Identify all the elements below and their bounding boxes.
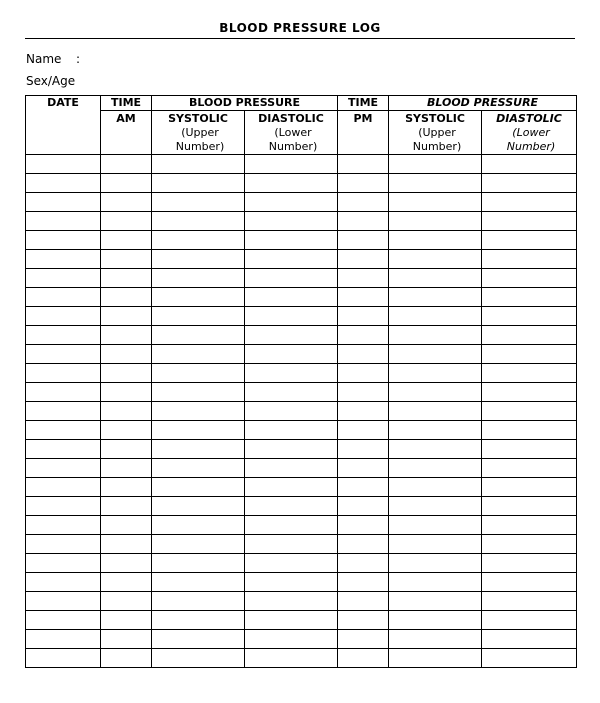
systolic-am-cell [152,421,245,440]
log-row [26,554,577,573]
diastolic-pm-cell [482,459,577,478]
systolic-pm-cell [389,573,482,592]
systolic-am-cell [152,231,245,250]
date-cell [26,554,101,573]
diastolic-am-cell [245,497,338,516]
time-am-cell [101,364,152,383]
systolic-pm-desc-2: Number) [412,140,462,153]
diastolic-am-cell [245,592,338,611]
diastolic-am-cell [245,440,338,459]
time-pm-cell [338,535,389,554]
systolic-pm-cell [389,402,482,421]
time-am-cell [101,402,152,421]
date-cell [26,326,101,345]
diastolic-am-header [245,111,338,155]
diastolic-pm-cell [482,269,577,288]
header-row-top [26,96,577,111]
date-cell [26,402,101,421]
diastolic-pm-cell [482,231,577,250]
diastolic-am-cell [245,269,338,288]
date-cell [26,269,101,288]
log-row [26,364,577,383]
time-pm-cell [338,269,389,288]
systolic-pm-cell [389,478,482,497]
systolic-pm-cell [389,307,482,326]
systolic-am-cell [152,364,245,383]
systolic-am-cell [152,611,245,630]
time-pm-cell [338,592,389,611]
time-am-cell [101,592,152,611]
time-pm-cell [338,383,389,402]
systolic-am-cell [152,383,245,402]
time-am-cell [101,478,152,497]
date-cell [26,516,101,535]
time-am-cell [101,573,152,592]
date-cell [26,440,101,459]
systolic-am-cell [152,535,245,554]
systolic-pm-cell [389,440,482,459]
blood-pressure-am-header: BLOOD PRESSURE [152,96,338,111]
log-row [26,212,577,231]
time-am-cell [101,440,152,459]
systolic-pm-cell [389,630,482,649]
time-am-cell [101,288,152,307]
diastolic-am-cell [245,649,338,668]
log-row [26,383,577,402]
date-cell [26,174,101,193]
log-row [26,592,577,611]
time-am-cell [101,231,152,250]
sex-age-field [26,74,75,88]
systolic-am-cell [152,174,245,193]
time-am-cell [101,421,152,440]
log-row [26,497,577,516]
time-am-cell [101,383,152,402]
systolic-am-cell [152,573,245,592]
systolic-pm-cell [389,459,482,478]
time-am-cell [101,516,152,535]
systolic-pm-cell [389,383,482,402]
log-row [26,516,577,535]
diastolic-pm-desc-2: Number) [506,140,556,153]
date-cell [26,307,101,326]
systolic-pm-cell [389,250,482,269]
systolic-am-label: SYSTOLIC [168,112,228,125]
time-pm-cell [338,478,389,497]
time-am-cell [101,174,152,193]
time-pm-cell [338,459,389,478]
date-cell [26,345,101,364]
systolic-am-cell [152,288,245,307]
name-field [26,52,81,66]
time-pm-cell [338,288,389,307]
log-row [26,231,577,250]
log-row [26,326,577,345]
time-pm-cell [338,231,389,250]
diastolic-pm-label: DIASTOLIC [496,112,562,125]
diastolic-am-cell [245,326,338,345]
time-pm-cell [338,573,389,592]
diastolic-pm-cell [482,193,577,212]
diastolic-am-cell [245,212,338,231]
time-am-cell [101,535,152,554]
diastolic-am-cell [245,611,338,630]
systolic-am-cell [152,554,245,573]
systolic-am-cell [152,516,245,535]
systolic-pm-cell [389,611,482,630]
date-cell [26,630,101,649]
diastolic-pm-cell [482,573,577,592]
diastolic-am-cell [245,535,338,554]
systolic-pm-cell [389,212,482,231]
diastolic-am-cell [245,630,338,649]
systolic-am-cell [152,193,245,212]
time-pm-cell [338,402,389,421]
log-row [26,478,577,497]
diastolic-pm-cell [482,421,577,440]
diastolic-pm-cell [482,155,577,174]
time-pm-cell [338,174,389,193]
time-am-header: TIME [101,96,152,111]
header-row-sub [26,111,577,155]
systolic-pm-header [389,111,482,155]
diastolic-pm-cell [482,345,577,364]
diastolic-am-cell [245,383,338,402]
diastolic-am-cell [245,554,338,573]
systolic-am-cell [152,212,245,231]
time-am-cell [101,611,152,630]
log-row [26,155,577,174]
diastolic-am-desc-2: Number) [268,140,318,153]
systolic-am-desc-2: Number) [175,140,225,153]
diastolic-pm-desc-1: (Lower [512,126,550,139]
log-row [26,193,577,212]
diastolic-pm-cell [482,478,577,497]
time-am-cell [101,250,152,269]
diastolic-pm-cell [482,535,577,554]
diastolic-am-cell [245,478,338,497]
name-label: Name [26,52,62,66]
systolic-am-cell [152,459,245,478]
systolic-pm-cell [389,269,482,288]
date-cell [26,459,101,478]
diastolic-pm-header [482,111,577,155]
diastolic-pm-cell [482,212,577,231]
time-am-cell [101,155,152,174]
pm-label: PM [338,111,389,155]
diastolic-pm-cell [482,440,577,459]
am-label: AM [101,111,152,155]
time-am-cell [101,649,152,668]
diastolic-pm-cell [482,554,577,573]
systolic-am-cell [152,649,245,668]
diastolic-am-cell [245,307,338,326]
log-row [26,269,577,288]
diastolic-am-cell [245,421,338,440]
systolic-am-cell [152,250,245,269]
time-pm-cell [338,364,389,383]
systolic-am-header [152,111,245,155]
log-row [26,630,577,649]
date-cell [26,288,101,307]
diastolic-pm-cell [482,307,577,326]
time-pm-cell [338,611,389,630]
diastolic-am-desc-1: (Lower [274,126,312,139]
systolic-pm-cell [389,592,482,611]
date-cell [26,193,101,212]
systolic-pm-desc-1: (Upper [418,126,456,139]
systolic-pm-cell [389,326,482,345]
date-cell [26,231,101,250]
log-row [26,307,577,326]
time-am-cell [101,326,152,345]
diastolic-pm-cell [482,630,577,649]
time-pm-cell [338,497,389,516]
diastolic-am-cell [245,288,338,307]
time-am-cell [101,459,152,478]
systolic-pm-label: SYSTOLIC [405,112,465,125]
time-am-cell [101,269,152,288]
log-row [26,345,577,364]
time-am-cell [101,630,152,649]
diastolic-am-cell [245,402,338,421]
diastolic-pm-cell [482,497,577,516]
time-pm-cell [338,155,389,174]
time-am-cell [101,193,152,212]
systolic-am-cell [152,440,245,459]
diastolic-am-cell [245,155,338,174]
systolic-pm-cell [389,535,482,554]
systolic-am-cell [152,592,245,611]
log-row [26,402,577,421]
date-cell [26,649,101,668]
date-cell [26,250,101,269]
diastolic-am-cell [245,231,338,250]
diastolic-pm-cell [482,516,577,535]
diastolic-pm-cell [482,649,577,668]
log-body [26,155,577,668]
diastolic-am-cell [245,174,338,193]
name-colon: : [76,52,81,66]
diastolic-pm-cell [482,402,577,421]
date-cell [26,478,101,497]
diastolic-am-cell [245,193,338,212]
blood-pressure-pm-header: BLOOD PRESSURE [389,96,577,111]
time-pm-cell [338,345,389,364]
date-cell [26,573,101,592]
systolic-pm-cell [389,554,482,573]
diastolic-am-cell [245,250,338,269]
log-row [26,649,577,668]
systolic-pm-cell [389,193,482,212]
time-pm-cell [338,649,389,668]
time-am-cell [101,554,152,573]
page-title: BLOOD PRESSURE LOG [219,21,381,35]
diastolic-pm-cell [482,611,577,630]
systolic-pm-cell [389,345,482,364]
blood-pressure-log-table [25,95,577,668]
date-cell [26,592,101,611]
systolic-pm-cell [389,155,482,174]
time-pm-cell [338,326,389,345]
time-pm-cell [338,630,389,649]
systolic-am-cell [152,402,245,421]
systolic-am-cell [152,326,245,345]
log-row [26,250,577,269]
time-am-cell [101,345,152,364]
log-row [26,611,577,630]
diastolic-pm-cell [482,326,577,345]
time-am-cell [101,307,152,326]
log-row [26,459,577,478]
systolic-am-cell [152,307,245,326]
systolic-pm-cell [389,174,482,193]
log-row [26,573,577,592]
date-cell [26,497,101,516]
time-pm-header: TIME [338,96,389,111]
time-pm-cell [338,554,389,573]
time-pm-cell [338,250,389,269]
systolic-pm-cell [389,649,482,668]
time-pm-cell [338,193,389,212]
systolic-am-desc-1: (Upper [181,126,219,139]
time-pm-cell [338,307,389,326]
time-pm-cell [338,212,389,231]
systolic-pm-cell [389,288,482,307]
date-cell [26,212,101,231]
time-pm-cell [338,421,389,440]
diastolic-pm-cell [482,592,577,611]
systolic-am-cell [152,478,245,497]
systolic-am-cell [152,497,245,516]
systolic-pm-cell [389,497,482,516]
date-cell [26,383,101,402]
diastolic-am-label: DIASTOLIC [258,112,324,125]
log-row [26,288,577,307]
diastolic-am-cell [245,573,338,592]
time-pm-cell [338,516,389,535]
log-row [26,440,577,459]
diastolic-pm-cell [482,288,577,307]
diastolic-am-cell [245,364,338,383]
systolic-am-cell [152,345,245,364]
diastolic-pm-cell [482,250,577,269]
time-am-cell [101,212,152,231]
systolic-pm-cell [389,364,482,383]
date-header: DATE [26,96,101,155]
log-row [26,174,577,193]
systolic-pm-cell [389,231,482,250]
time-am-cell [101,497,152,516]
systolic-am-cell [152,155,245,174]
time-pm-cell [338,440,389,459]
title-divider [25,38,575,39]
systolic-am-cell [152,630,245,649]
diastolic-pm-cell [482,383,577,402]
date-cell [26,155,101,174]
systolic-pm-cell [389,421,482,440]
diastolic-am-cell [245,459,338,478]
date-cell [26,364,101,383]
date-cell [26,611,101,630]
systolic-am-cell [152,269,245,288]
log-row [26,535,577,554]
diastolic-pm-cell [482,174,577,193]
diastolic-pm-cell [482,364,577,383]
sex-age-label: Sex/Age [26,74,76,88]
date-cell [26,535,101,554]
diastolic-am-cell [245,516,338,535]
systolic-pm-cell [389,516,482,535]
date-cell [26,421,101,440]
log-row [26,421,577,440]
diastolic-am-cell [245,345,338,364]
